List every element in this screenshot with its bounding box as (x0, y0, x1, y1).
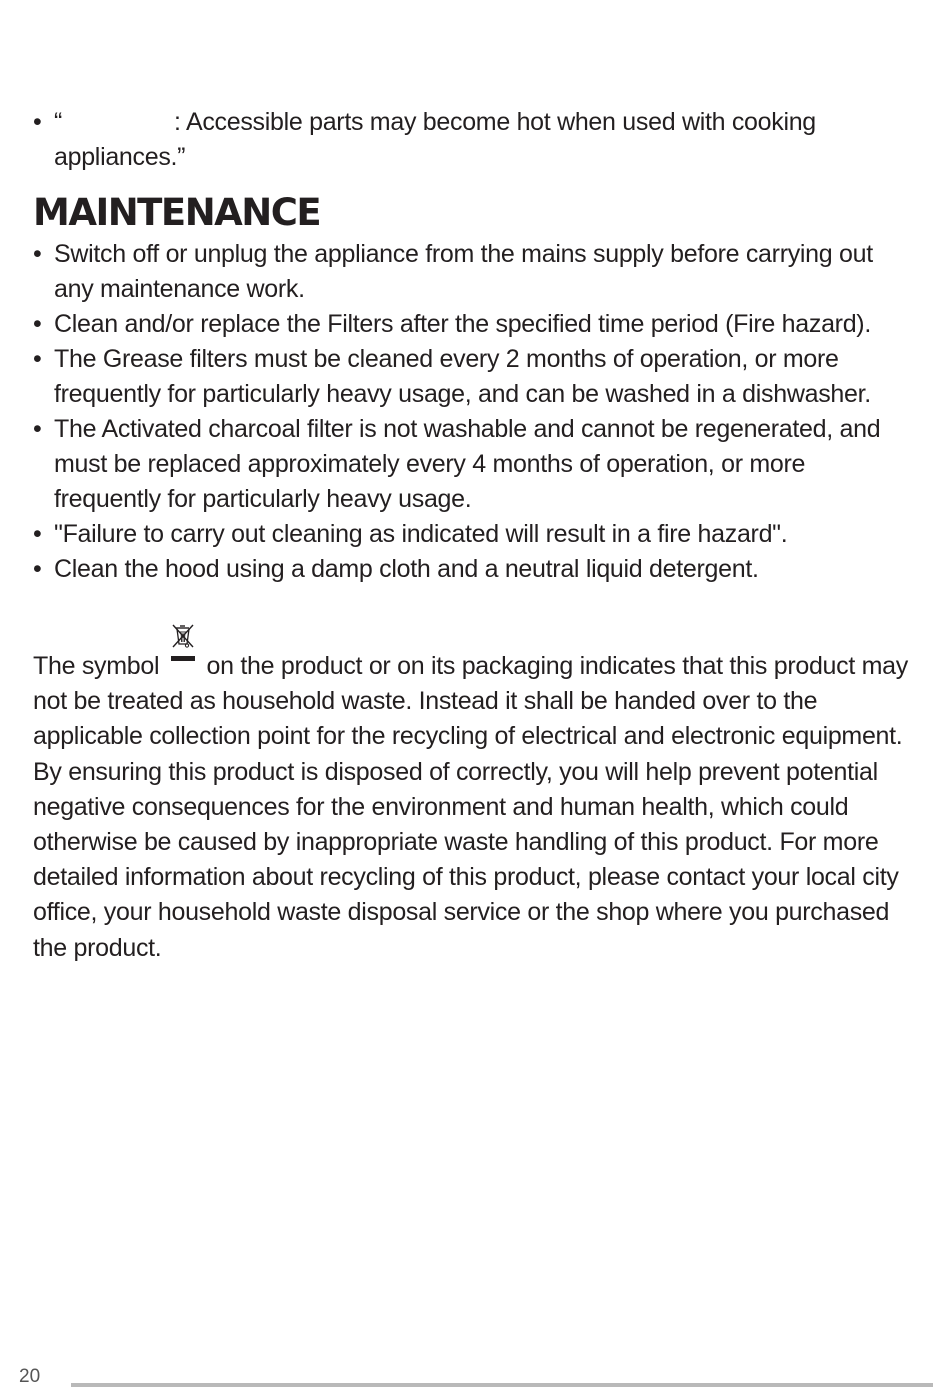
bullet-marker: • (33, 415, 42, 443)
weee-disposal-notice (33, 646, 913, 966)
bullet-marker: • (33, 345, 42, 373)
bullet-marker: • (33, 310, 42, 338)
bullet-marker: • (33, 240, 42, 268)
maintenance-item (33, 517, 913, 552)
open-quote: “ (54, 108, 63, 136)
footer-divider (71, 1383, 933, 1387)
maintenance-item-text: Switch off or unplug the appliance from the mains supply before carrying out any maintenance work. (54, 240, 873, 303)
warning-list (33, 105, 913, 175)
maintenance-item-text: The Activated charcoal filter is not washable and cannot be regenerated, and must be replaced approximately every 4 months of operation, or more frequently for particularly heavy usage. (54, 415, 881, 513)
maintenance-item-text: The Grease filters must be cleaned every 2 months of operation, or more frequently for particularly heavy usage, and can be washed in a dishwasher. (54, 345, 871, 408)
maintenance-item (33, 412, 913, 517)
maintenance-item-text: "Failure to carry out cleaning as indicated will result in a fire hazard". (54, 520, 788, 548)
warning-item (33, 105, 913, 175)
maintenance-item (33, 342, 913, 412)
weee-text-body: on the product or on its packaging indicates that this product may not be treated as household waste. Instead it shall be handed over to the applicable collection point for the recycling of electrical and electronic equipment. By ensuring this product is disposed of correctly, you will help prevent potential negative consequences for the environment and human health, which could otherwise be caused by inappropriate waste handling of this product. For more detailed information about recycling of this product, please contact your local city office, your household waste disposal service or the shop where you purchased the product. (33, 652, 908, 962)
maintenance-heading: MAINTENANCE (33, 191, 321, 234)
crossed-out-wheelie-bin-icon (167, 644, 197, 674)
bullet-marker: • (33, 555, 42, 583)
page-number: 20 (19, 1366, 41, 1387)
maintenance-item-text: Clean and/or replace the Filters after the specified time period (Fire hazard). (54, 310, 871, 338)
maintenance-item-text: Clean the hood using a damp cloth and a neutral liquid detergent. (54, 555, 759, 583)
maintenance-item (33, 307, 913, 342)
warning-text: : Accessible parts may become hot when used with cooking appliances.” (54, 108, 816, 171)
bullet-marker: • (33, 520, 42, 548)
bullet-marker: • (33, 108, 42, 136)
maintenance-item (33, 237, 913, 307)
weee-text-lead: The symbol (33, 652, 160, 680)
maintenance-list (33, 237, 913, 587)
maintenance-item (33, 552, 913, 587)
